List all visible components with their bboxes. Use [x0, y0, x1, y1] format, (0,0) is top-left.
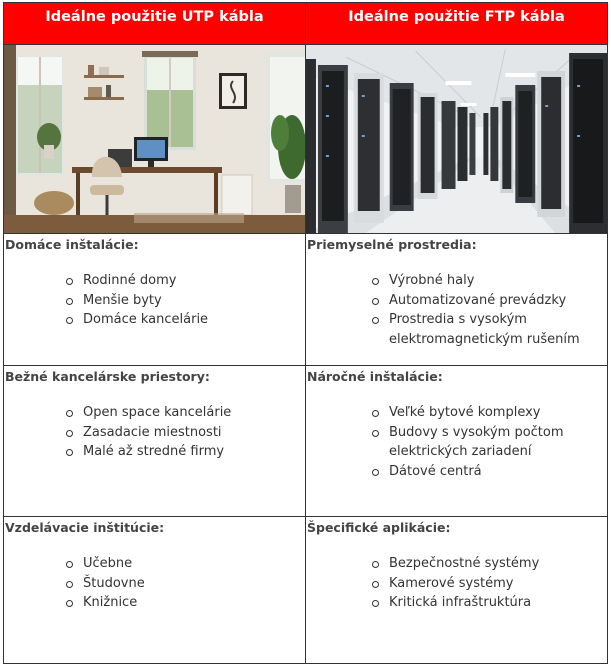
list-item: Študovne	[66, 574, 291, 594]
item-list	[66, 554, 291, 613]
list-item: Automatizované prevádzky	[372, 291, 597, 311]
section-title: Vzdelávacie inštitúcie:	[5, 520, 165, 535]
list-item: Zasadacie miestnosti	[66, 423, 291, 443]
utp-section-education	[4, 517, 306, 663]
comparison-table	[3, 2, 608, 664]
list-item: Kamerové systémy	[372, 574, 597, 594]
data-center-photo	[306, 45, 607, 234]
section-title: Bežné kancelárske priestory:	[5, 369, 210, 384]
list-item: Menšie byty	[66, 291, 291, 311]
ftp-section-industrial	[306, 234, 607, 366]
item-list	[372, 403, 597, 481]
list-item: Bezpečnostné systémy	[372, 554, 597, 574]
list-item: Domáce kancelárie	[66, 310, 291, 330]
list-item: Dátové centrá	[372, 462, 597, 482]
section-title: Priemyselné prostredia:	[307, 237, 477, 252]
list-item: Malé až stredné firmy	[66, 442, 291, 462]
item-list	[66, 271, 291, 330]
item-list	[372, 271, 597, 349]
home-office-photo	[4, 45, 306, 234]
section-title: Domáce inštalácie:	[5, 237, 139, 252]
utp-header: Ideálne použitie UTP kábla	[4, 3, 306, 45]
list-item: Výrobné haly	[372, 271, 597, 291]
ftp-section-demanding	[306, 366, 607, 517]
list-item: Veľké bytové komplexy	[372, 403, 597, 423]
list-item: Prostredia s vysokým elektromagnetickým rušením	[372, 310, 597, 349]
section-title: Náročné inštalácie:	[307, 369, 443, 384]
item-list	[66, 403, 291, 462]
list-item: Open space kancelárie	[66, 403, 291, 423]
list-item: Knižnice	[66, 593, 291, 613]
ftp-section-specific	[306, 517, 607, 663]
list-item: Učebne	[66, 554, 291, 574]
item-list	[372, 554, 597, 613]
list-item: Kritická infraštruktúra	[372, 593, 597, 613]
utp-section-office	[4, 366, 306, 517]
ftp-header: Ideálne použitie FTP kábla	[306, 3, 607, 45]
list-item: Budovy s vysokým počtom elektrických zariadení	[372, 423, 597, 462]
utp-section-home	[4, 234, 306, 366]
list-item: Rodinné domy	[66, 271, 291, 291]
section-title: Špecifické aplikácie:	[307, 520, 451, 535]
